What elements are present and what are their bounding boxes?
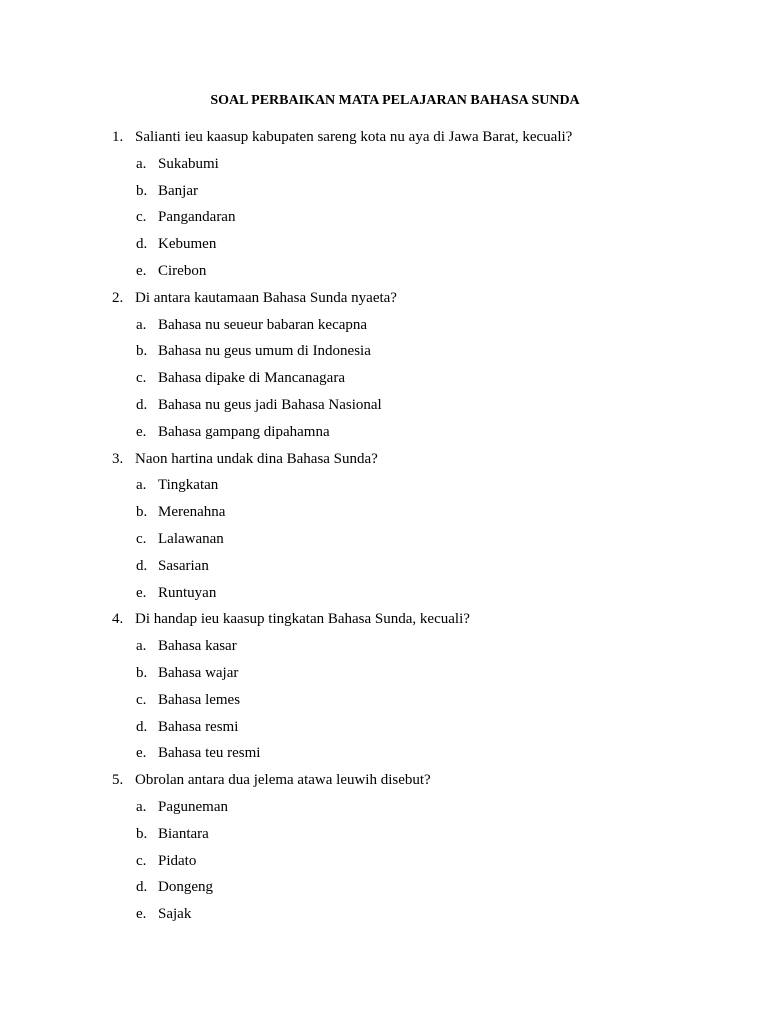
option-letter: d.: [136, 236, 148, 253]
question-list: [112, 127, 732, 931]
question-item: [112, 449, 732, 610]
question-item: [112, 770, 732, 931]
option-text: Sukabumi: [158, 155, 219, 172]
option-item: [112, 341, 732, 368]
option-list: [112, 797, 732, 931]
option-list: [112, 315, 732, 449]
option-list: [112, 154, 732, 288]
question-text: Salianti ieu kaasup kabupaten sareng kota nu aya di Jawa Barat, kecuali?: [135, 129, 573, 145]
option-letter: c.: [136, 691, 147, 708]
option-text: Pangandaran: [158, 209, 236, 226]
question-text: Naon hartina undak dina Bahasa Sunda?: [135, 450, 378, 467]
option-item: [112, 824, 732, 851]
option-text: Sasarian: [158, 557, 209, 574]
option-letter: b.: [136, 343, 148, 360]
document-title: SOAL PERBAIKAN MATA PELAJARAN BAHASA SUNDA: [210, 93, 580, 108]
option-letter: a.: [136, 316, 147, 333]
option-text: Merenahna: [158, 504, 226, 521]
option-letter: c.: [136, 209, 147, 226]
option-item: [112, 234, 732, 261]
option-text: Bahasa kasar: [158, 638, 237, 655]
option-text: Pidato: [158, 852, 197, 869]
question-number: 1.: [112, 129, 124, 145]
option-letter: a.: [136, 638, 147, 655]
option-letter: d.: [136, 557, 148, 574]
option-item: [112, 904, 732, 931]
option-text: Paguneman: [158, 798, 228, 815]
option-item: [112, 529, 732, 556]
option-text: Dongeng: [158, 879, 213, 896]
option-letter: b.: [136, 504, 148, 521]
option-letter: d.: [136, 718, 148, 735]
option-letter: e.: [136, 584, 147, 601]
option-item: [112, 583, 732, 610]
option-item: [112, 261, 732, 288]
question-item: [112, 288, 732, 449]
option-letter: d.: [136, 879, 148, 896]
option-text: Runtuyan: [158, 584, 217, 601]
question-number: 3.: [112, 450, 124, 467]
option-text: Bahasa wajar: [158, 664, 239, 681]
option-text: Bahasa lemes: [158, 691, 241, 708]
question-line: [112, 288, 732, 315]
question-item: [112, 609, 732, 770]
option-item: [112, 717, 732, 744]
option-list: [112, 475, 732, 609]
question-item: [112, 127, 732, 288]
option-letter: d.: [136, 396, 148, 413]
option-letter: e.: [136, 262, 147, 279]
option-letter: a.: [136, 798, 147, 815]
option-text: Banjar: [158, 182, 198, 199]
option-item: [112, 207, 732, 234]
question-line: [112, 127, 732, 154]
option-letter: a.: [136, 477, 147, 494]
option-item: [112, 743, 732, 770]
option-item: [112, 154, 732, 181]
option-item: [112, 422, 732, 449]
option-item: [112, 315, 732, 342]
question-text: Di antara kautamaan Bahasa Sunda nyaeta?: [135, 289, 397, 306]
option-item: [112, 877, 732, 904]
option-text: Tingkatan: [158, 477, 219, 494]
option-letter: a.: [136, 155, 147, 172]
option-text: Lalawanan: [158, 530, 224, 547]
option-text: Bahasa teu resmi: [158, 745, 261, 762]
option-text: Bahasa gampang dipahamna: [158, 423, 330, 440]
option-letter: b.: [136, 825, 148, 842]
option-item: [112, 475, 732, 502]
option-item: [112, 690, 732, 717]
option-item: [112, 556, 732, 583]
option-text: Bahasa resmi: [158, 718, 239, 735]
option-text: Bahasa nu seueur babaran kecapna: [158, 316, 368, 333]
option-letter: c.: [136, 852, 147, 869]
option-text: Cirebon: [158, 262, 207, 279]
question-number: 2.: [112, 289, 124, 306]
option-item: [112, 636, 732, 663]
option-letter: c.: [136, 530, 147, 547]
option-text: Biantara: [158, 825, 209, 842]
option-item: [112, 368, 732, 395]
option-list: [112, 636, 732, 770]
option-item: [112, 851, 732, 878]
option-text: Bahasa dipake di Mancanagara: [158, 370, 345, 387]
option-item: [112, 181, 732, 208]
option-letter: b.: [136, 664, 148, 681]
option-item: [112, 395, 732, 422]
question-line: [112, 449, 732, 476]
option-item: [112, 797, 732, 824]
question-line: [112, 609, 732, 636]
option-text: Sajak: [158, 906, 192, 923]
question-number: 4.: [112, 611, 124, 628]
option-item: [112, 502, 732, 529]
option-letter: e.: [136, 906, 147, 923]
option-letter: c.: [136, 370, 147, 387]
option-text: Bahasa nu geus umum di Indonesia: [158, 343, 371, 360]
option-letter: e.: [136, 423, 147, 440]
option-text: Bahasa nu geus jadi Bahasa Nasional: [158, 396, 382, 413]
option-text: Kebumen: [158, 236, 217, 253]
option-item: [112, 663, 732, 690]
question-line: [112, 770, 732, 797]
question-text: Di handap ieu kaasup tingkatan Bahasa Sunda, kecuali?: [135, 611, 470, 628]
question-number: 5.: [112, 772, 124, 789]
question-text: Obrolan antara dua jelema atawa leuwih disebut?: [135, 772, 431, 789]
option-letter: e.: [136, 745, 147, 762]
option-letter: b.: [136, 182, 148, 199]
